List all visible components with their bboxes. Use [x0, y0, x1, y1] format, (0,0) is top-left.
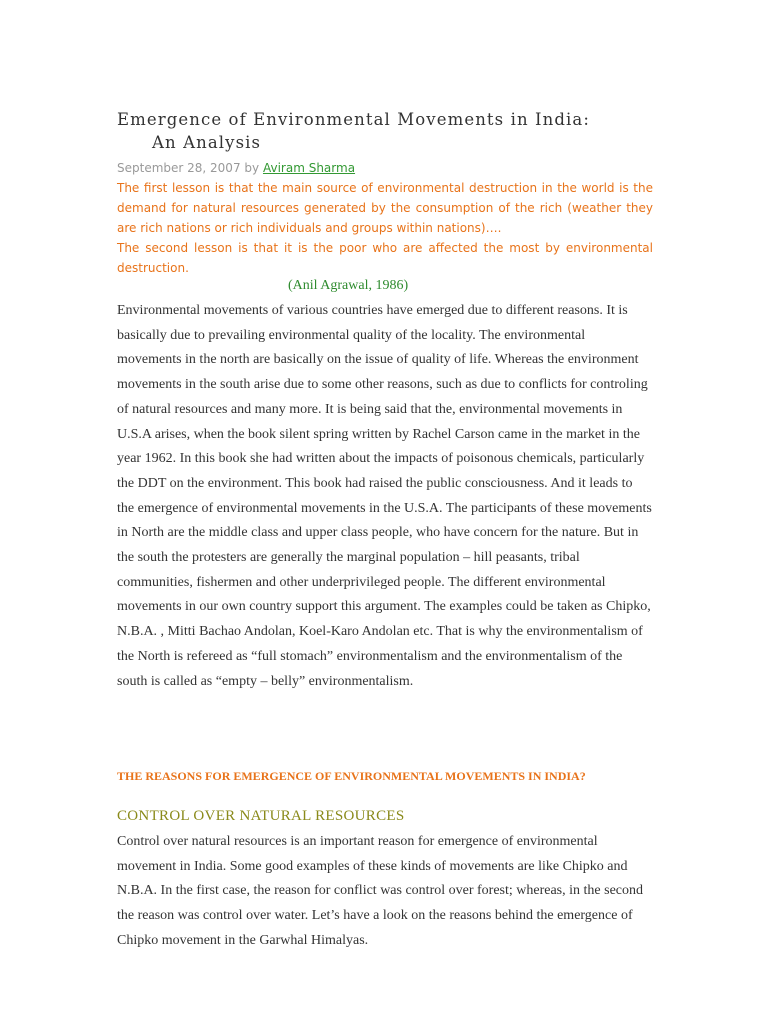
article-byline: [117, 160, 355, 177]
quote-citation: (Anil Agrawal, 1986): [288, 278, 409, 293]
article-title: [117, 108, 677, 154]
post-date: September 28, 2007: [117, 161, 241, 175]
quote-paragraph-1: The first lesson is that the main source of environmental destruction in the world is the demand for natural resources generated by the consumption of the rich (weather they are rich nations or rich individuals and groups within nations)….: [117, 181, 653, 235]
article-title-line1: Emergence of Environmental Movements in India:: [117, 110, 591, 129]
byline-by: by: [244, 161, 260, 175]
epigraph-quote: [117, 178, 653, 278]
body-paragraph-2: Control over natural resources is an important reason for emergence of environmental movement in India. Some good examples of these kinds of movements are like Chipko and N.B.A. In the first case, the reason for conflict was control over forest; whereas, in the second the reason was control over water. Let’s have a look on the reasons behind the emergence of Chipko movement in the Garwhal Himalyas.: [117, 834, 643, 948]
author-link[interactable]: Aviram Sharma: [262, 161, 356, 175]
article-title-line2: An Analysis: [152, 133, 262, 152]
body-paragraph-1: Environmental movements of various countries have emerged due to different reasons. It is basically due to prevailing environmental quality of the locality. The environmental movements in the north are basically on the issue of quality of life. Whereas the environment movements in the south arise due to some other reasons, such as due to conflicts for controling of natural resources and many more. It is being said that the, environmental movements in U.S.A arises, when the book silent spring written by Rachel Carson came in the market in the year 1962. In this book she had written about the impacts of poisonous chemicals, particularly the DDT on the environment. This book had raised the public consciousness. And it leads to the emergence of environmental movements in the U.S.A. The participants of these movements in North are the middle class and upper class people, who have concern for the nature. But in the south the protesters are generally the marginal population – hill peasants, tribal communities, fishermen and other underprivileged people. The different environmental movements in our own country support this argument. The examples could be taken as Chipko, N.B.A. , Mitti Bachao Andolan, Koel-Karo Andolan etc. That is why the environmentalism of the North is refereed as “full stomach” environmentalism and the environmentalism of the south is called as “empty – belly” environmentalism.: [117, 303, 652, 689]
quote-paragraph-2: The second lesson is that it is the poor who are affected the most by environmental destruction.: [117, 241, 653, 275]
section-heading: THE REASONS FOR EMERGENCE OF ENVIRONMENTAL MOVEMENTS IN INDIA?: [117, 769, 586, 783]
sub-heading: CONTROL OVER NATURAL RESOURCES: [117, 808, 405, 824]
